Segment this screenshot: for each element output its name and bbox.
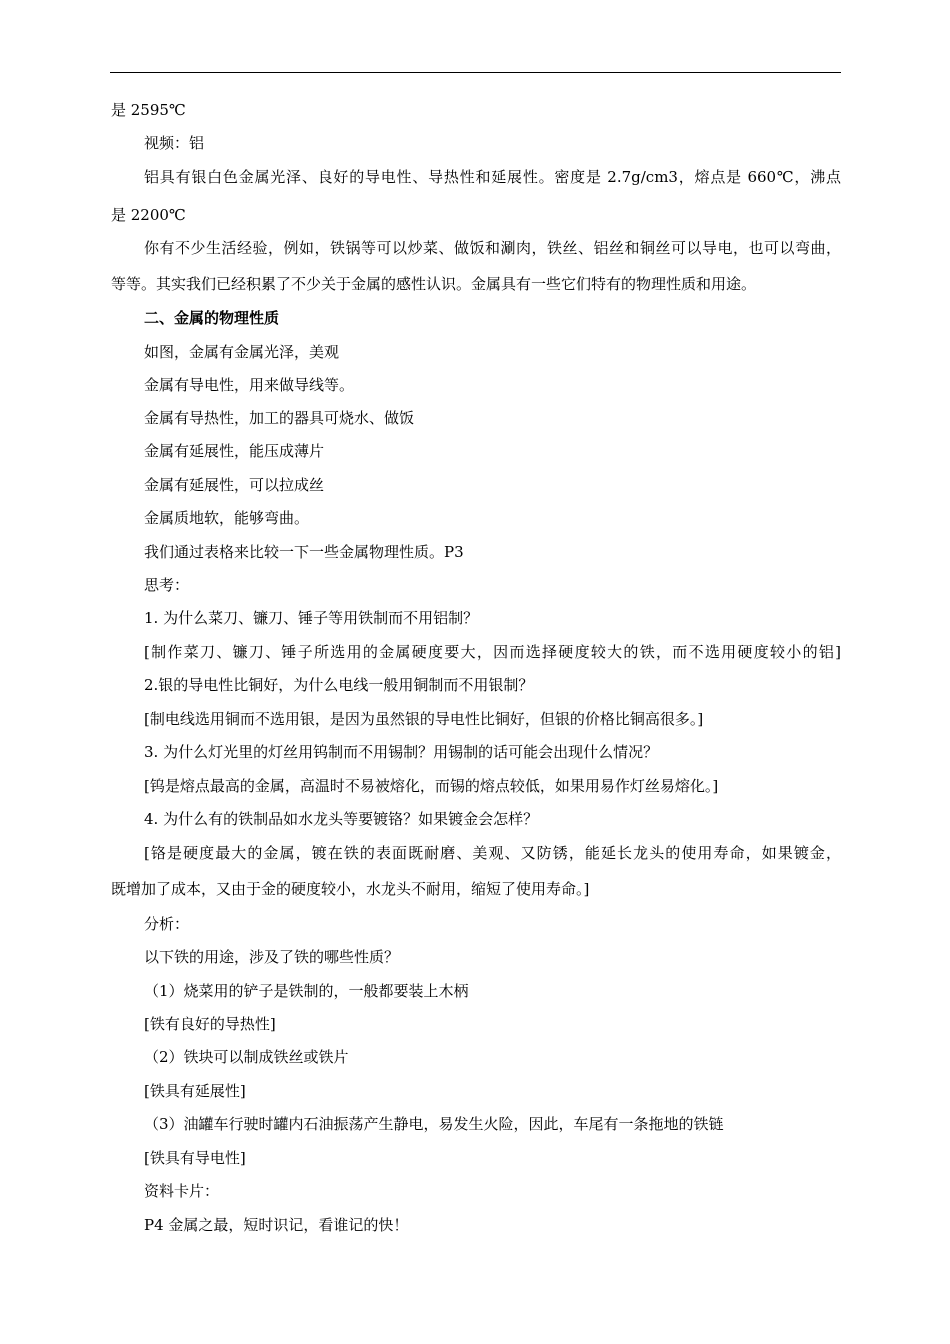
paragraph-line: 你有不少生活经验，例如，铁锅等可以炒菜、做饭和涮肉，铁丝、铝丝和铜丝可以导电，也可以弯曲，	[144, 239, 841, 257]
text-line: （1）烧菜用的铲子是铁制的，一般都要装上木柄	[144, 982, 469, 1000]
text-line: 是 2595℃	[111, 101, 186, 119]
answer-line: [制电线选用铜而不选用银，是因为虽然银的导电性比铜好，但银的价格比铜高很多。]	[144, 710, 704, 728]
text-line: P4 金属之最，短时识记，看谁记的快！	[144, 1216, 409, 1234]
text-line: 分析：	[144, 915, 190, 933]
answer-line: [铁有良好的导热性]	[144, 1015, 276, 1033]
answer-line: 既增加了成本，又由于金的硬度较小，水龙头不耐用，缩短了使用寿命。]	[111, 880, 590, 898]
text-line: （2）铁块可以制成铁丝或铁片	[144, 1048, 349, 1066]
answer-line: [铁具有延展性]	[144, 1082, 246, 1100]
answer-line: [制作菜刀、镰刀、锤子所选用的金属硬度要大，因而选择硬度较大的铁，而不选用硬度较小的铝]	[144, 643, 841, 661]
answer-line: [铬是硬度最大的金属，镀在铁的表面既耐磨、美观、又防锈，能延长龙头的使用寿命，如果镀金，	[144, 844, 841, 862]
answer-line: [钨是熔点最高的金属，高温时不易被熔化，而锡的熔点较低，如果用易作灯丝易熔化。]	[144, 777, 719, 795]
question-line: 1. 为什么菜刀、镰刀、锤子等用铁制而不用铝制？	[144, 609, 479, 627]
section-heading: 二、金属的物理性质	[144, 309, 280, 327]
text-line: 以下铁的用途，涉及了铁的哪些性质？	[144, 948, 400, 966]
text-line: 金属有延展性，可以拉成丝	[144, 476, 325, 494]
paragraph-line: 等等。其实我们已经积累了不少关于金属的感性认识。金属具有一些它们特有的物理性质和用途。	[111, 275, 757, 293]
text-line: 视频：铝	[144, 134, 205, 152]
answer-line: [铁具有导电性]	[144, 1149, 246, 1167]
text-line: 资料卡片：	[144, 1182, 220, 1200]
paragraph-line: 铝具有银白色金属光泽、良好的导电性、导热性和延展性。密度是 2.7g/cm3，熔点是 660℃，沸点	[144, 168, 841, 186]
question-line: 2.银的导电性比铜好，为什么电线一般用铜制而不用银制？	[144, 676, 534, 694]
text-line: （3）油罐车行驶时罐内石油振荡产生静电，易发生火险，因此，车尾有一条拖地的铁链	[144, 1115, 724, 1133]
question-line: 3. 为什么灯光里的灯丝用钨制而不用锡制？用锡制的话可能会出现什么情况？	[144, 743, 659, 761]
text-line: 如图，金属有金属光泽，美观	[144, 343, 340, 361]
question-line: 4. 为什么有的铁制品如水龙头等要镀铬？如果镀金会怎样？	[144, 810, 539, 828]
header-rule	[110, 72, 841, 73]
text-line: 金属有导热性，加工的器具可烧水、做饭	[144, 409, 415, 427]
text-line: 金属质地软，能够弯曲。	[144, 509, 310, 527]
text-line: 金属有延展性，能压成薄片	[144, 442, 325, 460]
text-line: 是 2200℃	[111, 206, 186, 224]
text-line: 金属有导电性，用来做导线等。	[144, 376, 355, 394]
text-line: 我们通过表格来比较一下一些金属物理性质。P3	[144, 543, 464, 561]
text-line: 思考：	[144, 576, 190, 594]
